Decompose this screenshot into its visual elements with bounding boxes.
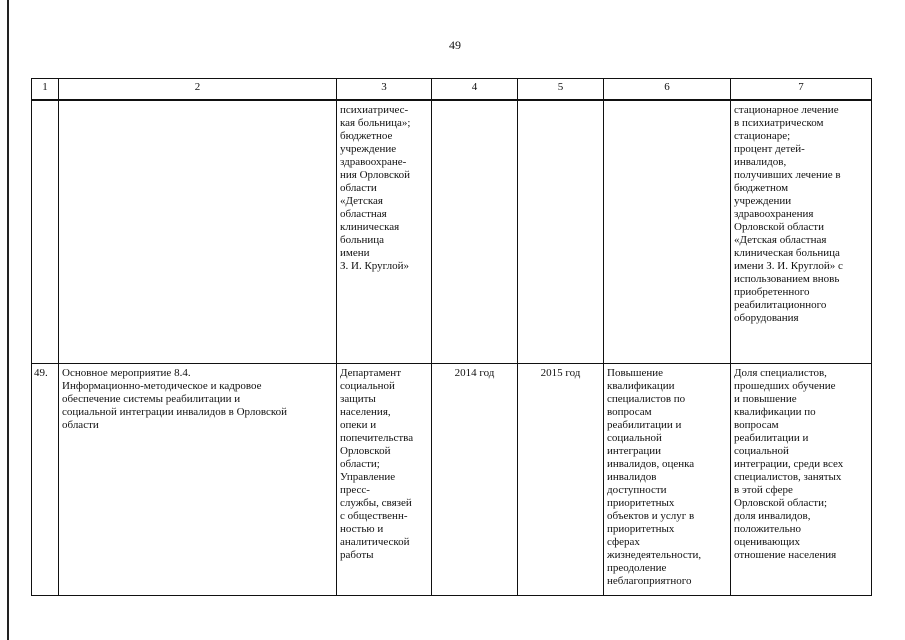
cell-text-line: социальной [340, 379, 395, 392]
cell-text-line: доля инвалидов, [734, 509, 811, 522]
cell-text-line: в этой сфере [734, 483, 793, 496]
cell-text-line: службы, связей [340, 496, 412, 509]
indicator-cell [731, 363, 872, 595]
cell-text-line: доступности [607, 483, 667, 496]
expected-result-cell [604, 363, 731, 595]
cell-text-line: попечительства [340, 431, 414, 444]
cell-text-line: стационарное лечение [734, 104, 839, 116]
header-col-4: 4 [432, 79, 518, 101]
cell-text-line: специалистов, занятых [734, 470, 842, 483]
header-row [32, 79, 872, 101]
header-col-6: 6 [604, 79, 731, 101]
page-left-border [7, 0, 9, 640]
cell-text-line: сферах [607, 535, 640, 548]
cell-text-line: Информационно-методическое и кадровое [62, 379, 262, 392]
cell-text-line: реабилитации и [734, 431, 809, 444]
cell-text-line: интеграции [607, 444, 662, 457]
header-col-7: 7 [731, 79, 872, 101]
cell-text-line: в психиатрическом [734, 117, 824, 129]
cell-text-line: неблагоприятного [607, 574, 692, 587]
cell-text-line: учреждение [340, 143, 397, 155]
cell-text-line: имени З. И. Круглой» с [734, 260, 843, 272]
header-col-3: 3 [337, 79, 432, 101]
cell-text-line: З. И. Круглой» [340, 260, 409, 272]
cell-text-line: Доля специалистов, [734, 366, 827, 379]
cell-text-line: прошедших обучение [734, 379, 836, 392]
cell-text-line: квалификации по [734, 405, 816, 418]
cell-text-line: социальной [607, 431, 662, 444]
cell-text-line: Повышение [607, 366, 664, 379]
cell-text-line: инвалидов [607, 470, 657, 483]
cell-text-line: больница [340, 234, 384, 246]
cell-text-line: психиатричес- [340, 104, 409, 116]
cell-text-line: Управление [340, 470, 396, 483]
measure-name-cell [59, 100, 337, 363]
program-table [31, 78, 872, 596]
cell-text-line: стационаре; [734, 130, 791, 142]
cell-text-line: здравоохранения [734, 208, 814, 220]
cell-text-line: клиническая [340, 221, 400, 233]
cell-text-line: вопросам [607, 405, 652, 418]
cell-text-line: Основное мероприятие 8.4. [62, 366, 191, 379]
executor-cell [337, 363, 432, 595]
cell-text-line: инвалидов, оценка [607, 457, 695, 470]
measure-name-cell [59, 363, 337, 595]
cell-text-line: специалистов по [607, 392, 686, 405]
cell-text-line: процент детей- [734, 143, 805, 155]
cell-text-line: инвалидов, [734, 156, 787, 168]
start-year-cell [432, 100, 518, 363]
cell-text-line: квалификации [607, 379, 675, 392]
page-number: 49 [449, 38, 461, 52]
cell-text-line: оценивающих [734, 535, 801, 548]
table-row-49 [32, 363, 872, 595]
cell-text-line: оборудования [734, 312, 799, 324]
header-col-1: 1 [32, 79, 59, 101]
header-col-5: 5 [518, 79, 604, 101]
row-number-cell [32, 100, 59, 363]
cell-text-line: преодоление [607, 561, 667, 574]
cell-text-line: положительно [734, 522, 802, 535]
cell-text-line: опеки и [340, 418, 377, 431]
cell-text-line: кая больница»; [340, 117, 411, 129]
cell-text-line: вопросам [734, 418, 779, 431]
cell-text-line: объектов и услуг в [607, 509, 695, 522]
cell-text-line: работы [340, 548, 374, 561]
cell-text-line: реабилитационного [734, 299, 827, 311]
cell-text-line: «Детская [340, 195, 383, 207]
cell-text-line: клиническая больница [734, 247, 840, 259]
cell-text-line: Орловской [340, 444, 391, 457]
cell-text-line: бюджетное [340, 130, 393, 142]
cell-text-line: пресс- [340, 483, 370, 496]
cell-text-line: интеграции, среди всех [734, 457, 844, 470]
cell-text-line: имени [340, 247, 370, 259]
cell-text-line: жизнедеятельности, [607, 548, 702, 561]
cell-text-line: области [62, 418, 99, 431]
table-header [32, 79, 872, 101]
cell-text-line: получивших лечение в [734, 169, 841, 181]
cell-text-line: Департамент [340, 366, 402, 379]
cell-text-line: аналитической [340, 535, 410, 548]
cell-text-line: «Детская областная [734, 234, 827, 246]
cell-text-line: приобретенного [734, 286, 810, 298]
cell-text-line: Орловской области [734, 221, 824, 233]
start-year-cell: 2014 год [432, 363, 518, 595]
cell-text-line: учреждении [734, 195, 792, 207]
cell-text-line: населения, [340, 405, 391, 418]
end-year-cell [518, 100, 604, 363]
cell-text-line: области [340, 182, 377, 194]
cell-text-line: с общественн- [340, 509, 408, 522]
cell-text-line: и повышение [734, 392, 797, 405]
expected-result-cell [604, 100, 731, 363]
cell-text-line: здравоохране- [340, 156, 407, 168]
cell-text-line: отношение населения [734, 548, 837, 561]
cell-text-line: социальной [734, 444, 789, 457]
end-year-cell: 2015 год [518, 363, 604, 595]
table-body [32, 100, 872, 596]
cell-text-line: ностью и [340, 522, 384, 535]
cell-text-line: бюджетном [734, 182, 789, 194]
executor-cell [337, 100, 432, 363]
cell-text-line: защиты [340, 392, 376, 405]
cell-text-line: обеспечение системы реабилитации и [62, 392, 241, 405]
cell-text-line: приоритетных [607, 522, 675, 535]
cell-text-line: использованием вновь [734, 273, 840, 285]
cell-text-line: ния Орловской [340, 169, 411, 181]
table-row-continued [32, 100, 872, 363]
indicator-cell [731, 100, 872, 363]
cell-text-line: области; [340, 457, 380, 470]
cell-text-line: областная [340, 208, 387, 220]
header-col-2: 2 [59, 79, 337, 101]
cell-text-line: социальной интеграции инвалидов в Орловской [62, 405, 288, 418]
cell-text-line: реабилитации и [607, 418, 682, 431]
row-number-cell: 49. [32, 363, 59, 595]
cell-text-line: приоритетных [607, 496, 675, 509]
cell-text-line: Орловской области; [734, 496, 828, 509]
